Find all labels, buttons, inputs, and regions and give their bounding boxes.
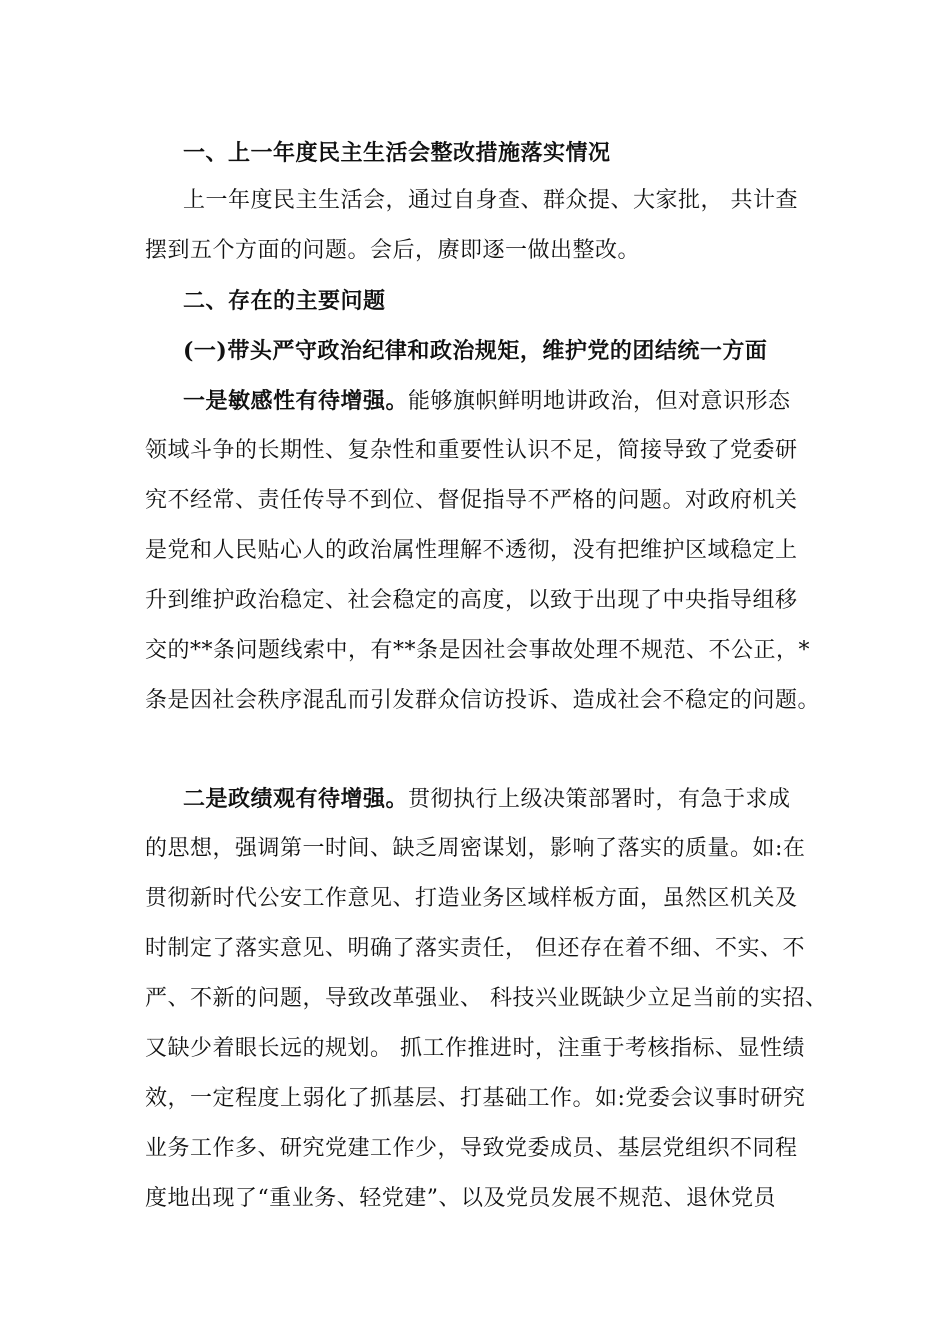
paragraph-2-line-6: 交的**条问题线索中，有**条是因社会事故处理不规范、不公正，* bbox=[145, 638, 811, 663]
paragraph-2-line-7: 条是因社会秩序混乱而引发群众信访投诉、造成社会不稳定的问题。 bbox=[145, 688, 821, 713]
subheading-1: (一)带头严守政治纪律和政治规矩，维护党的团结统一方面 bbox=[183, 338, 768, 364]
paragraph-3-line-7: 效，一定程度上弱化了抓基层、打基础工作。如:党委会议事时研究 bbox=[145, 1086, 806, 1111]
paragraph-3-line-5: 严、不新的问题，导致改革强业、 科技兴业既缺少立足当前的实招、 bbox=[145, 986, 828, 1011]
paragraph-2-line-3: 究不经常、责任传导不到位、督促指导不严格的问题。对政府机关 bbox=[145, 488, 798, 513]
paragraph-3-line-1 bbox=[183, 784, 845, 815]
heading-section-1: 一、上一年度民主生活会整改措施落实情况 bbox=[183, 140, 611, 166]
paragraph-3-line-8: 业务工作多、研究党建工作少，导致党委成员、基层党组织不同程 bbox=[145, 1136, 798, 1161]
paragraph-3-line-6: 又缺少着眼长远的规划。 抓工作推进时，注重于考核指标、显性绩 bbox=[145, 1036, 805, 1061]
paragraph-1-line-2: 摆到五个方面的问题。会后，赓即逐一做出整改。 bbox=[145, 238, 641, 263]
heading-section-2: 二、存在的主要问题 bbox=[183, 288, 386, 314]
paragraph-3-line-4: 时制定了落实意见、明确了落实责任， 但还存在着不细、不实、不 bbox=[145, 936, 805, 961]
paragraph-3-line-3: 贯彻新时代公安工作意见、打造业务区域样板方面，虽然区机关及 bbox=[145, 886, 798, 911]
paragraph-2-line-2: 领域斗争的长期性、复杂性和重要性认识不足，简接导致了党委研 bbox=[145, 438, 798, 463]
paragraph-3-first-rest: 贯彻执行上级决策部署时，有急于求成 bbox=[408, 787, 791, 812]
paragraph-3-line-9: 度地出现了“重业务、轻党建”、以及党员发展不规范、退休党员 bbox=[145, 1186, 776, 1211]
paragraph-3-line-2: 的思想，强调第一时间、缺乏周密谋划，影响了落实的质量。如:在 bbox=[145, 836, 806, 861]
paragraph-3-lead: 二是政绩观有待增强。 bbox=[183, 786, 409, 812]
paragraph-1-line-1: 上一年度民主生活会，通过自身查、群众提、大家批， 共计查 bbox=[183, 188, 798, 213]
paragraph-2-lead: 一是敏感性有待增强。 bbox=[183, 388, 409, 414]
paragraph-2-line-1 bbox=[183, 386, 845, 417]
paragraph-2-first-rest: 能够旗帜鲜明地讲政治，但对意识形态 bbox=[408, 389, 791, 414]
paragraph-2-line-4: 是党和人民贴心人的政治属性理解不透彻，没有把维护区域稳定上 bbox=[145, 538, 798, 563]
paragraph-2-line-5: 升到维护政治稳定、社会稳定的高度，以致于出现了中央指导组移 bbox=[145, 588, 798, 613]
